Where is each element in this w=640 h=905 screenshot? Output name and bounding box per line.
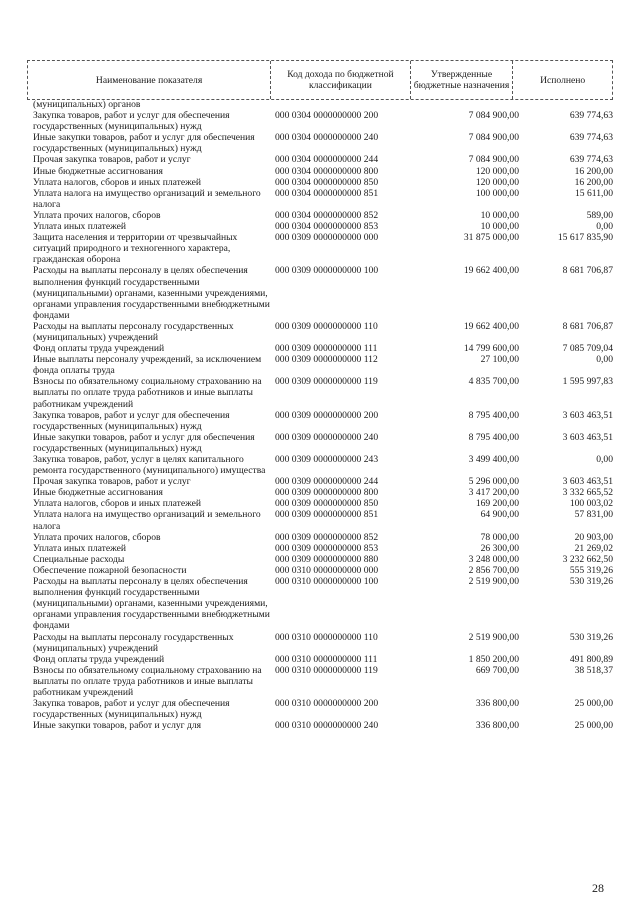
row-executed: 530 319,26 bbox=[569, 576, 613, 588]
table-row bbox=[33, 343, 613, 354]
row-code: 000 0309 0000000000 853 bbox=[275, 542, 379, 554]
row-executed: 21 269,02 bbox=[574, 542, 613, 554]
table-row bbox=[33, 654, 613, 665]
table-row bbox=[33, 432, 613, 454]
row-approved: 669 700,00 bbox=[475, 664, 519, 676]
row-name: Закупка товаров, работ и услуг для обеспечения государственных (муниципальных) нужд bbox=[33, 110, 230, 133]
row-code: 000 0304 0000000000 853 bbox=[275, 221, 379, 233]
table-row bbox=[33, 221, 613, 232]
row-approved: 10 000,00 bbox=[480, 221, 519, 233]
row-executed: 8 681 706,87 bbox=[562, 265, 613, 277]
table-row bbox=[33, 576, 613, 631]
row-name: Уплата налогов, сборов и иных платежей bbox=[33, 498, 202, 510]
table-row bbox=[33, 177, 613, 188]
row-name: Закупка товаров, работ и услуг для обеспечения государственных (муниципальных) нужд bbox=[33, 698, 230, 721]
table-row bbox=[33, 532, 613, 543]
row-code: 000 0310 0000000000 100 bbox=[275, 576, 379, 588]
row-name: Иные закупки товаров, работ и услуг для обеспечения государственных (муниципальных) нужд bbox=[33, 431, 255, 454]
row-executed: 589,00 bbox=[586, 209, 613, 221]
row-code: 000 0310 0000000000 200 bbox=[275, 698, 379, 710]
table-row bbox=[33, 99, 613, 110]
row-approved: 8 795 400,00 bbox=[468, 409, 519, 421]
row-code: 000 0309 0000000000 110 bbox=[275, 320, 378, 332]
row-executed: 0,00 bbox=[596, 354, 613, 366]
row-executed: 3 603 463,51 bbox=[562, 409, 613, 421]
row-executed: 0,00 bbox=[596, 221, 613, 233]
row-executed: 639 774,63 bbox=[569, 154, 613, 166]
row-approved: 19 662 400,00 bbox=[463, 265, 519, 277]
row-code: 000 0309 0000000000 100 bbox=[275, 265, 379, 277]
row-code: 000 0304 0000000000 200 bbox=[275, 110, 379, 122]
row-code: 000 0310 0000000000 110 bbox=[275, 631, 378, 643]
table-row bbox=[33, 665, 613, 698]
row-code bbox=[275, 99, 415, 110]
row-executed: 25 000,00 bbox=[574, 698, 613, 710]
table-row bbox=[33, 154, 613, 165]
row-name: Расходы на выплаты персоналу в целях обеспечения выполнения функций государственными (муниципальными) органами, казенными учреждениями, органами управления государственными внебюджетными фондами bbox=[33, 576, 270, 632]
row-name: Иные закупки товаров, работ и услуг для bbox=[33, 720, 202, 732]
row-code: 000 0309 0000000000 243 bbox=[275, 454, 379, 465]
row-executed: 3 232 662,50 bbox=[562, 553, 613, 565]
row-approved bbox=[415, 99, 519, 110]
row-approved: 336 800,00 bbox=[475, 720, 519, 732]
table-row bbox=[33, 498, 613, 509]
row-code: 000 0310 0000000000 240 bbox=[275, 720, 379, 732]
row-approved: 3 248 000,00 bbox=[468, 553, 519, 565]
row-approved: 3 499 400,00 bbox=[468, 454, 519, 465]
row-code: 000 0304 0000000000 240 bbox=[275, 132, 379, 144]
table-row bbox=[33, 476, 613, 487]
row-approved: 4 835 700,00 bbox=[468, 376, 519, 388]
row-approved: 120 000,00 bbox=[475, 176, 519, 188]
row-executed: 25 000,00 bbox=[574, 720, 613, 732]
row-code: 000 0304 0000000000 850 bbox=[275, 176, 379, 188]
header-code: Код дохода по бюджетной классификации bbox=[271, 61, 411, 99]
table-row bbox=[33, 632, 613, 654]
row-name: Специальные расходы bbox=[33, 553, 125, 565]
table-row bbox=[33, 132, 613, 154]
row-code: 000 0309 0000000000 850 bbox=[275, 498, 379, 510]
row-code: 000 0309 0000000000 800 bbox=[275, 487, 379, 499]
row-code: 000 0304 0000000000 800 bbox=[275, 165, 379, 177]
row-code: 000 0309 0000000000 112 bbox=[275, 354, 378, 366]
table-row bbox=[33, 720, 613, 731]
row-approved: 14 799 600,00 bbox=[463, 343, 519, 355]
row-code: 000 0310 0000000000 119 bbox=[275, 664, 378, 676]
row-code: 000 0304 0000000000 244 bbox=[275, 154, 379, 166]
row-name: Взносы по обязательному социальному страхованию на выплаты по оплате труда работников и иные выплаты работникам учреждений bbox=[33, 664, 262, 698]
table-header bbox=[27, 60, 613, 100]
row-approved: 19 662 400,00 bbox=[463, 320, 519, 332]
row-name: Расходы на выплаты персоналу государственных (муниципальных) учреждений bbox=[33, 320, 234, 343]
row-executed: 3 603 463,51 bbox=[562, 476, 613, 488]
row-approved: 7 084 900,00 bbox=[468, 154, 519, 166]
table-row bbox=[33, 188, 613, 210]
table-row bbox=[33, 376, 613, 409]
row-approved: 120 000,00 bbox=[475, 165, 519, 177]
row-approved: 100 000,00 bbox=[475, 187, 519, 199]
row-code: 000 0310 0000000000 000 bbox=[275, 564, 379, 576]
row-code: 000 0309 0000000000 200 bbox=[275, 409, 379, 421]
row-name: Уплата налога на имущество организаций и земельного налога bbox=[33, 509, 261, 532]
row-approved: 31 875 000,00 bbox=[463, 232, 519, 244]
row-executed: 3 332 665,52 bbox=[562, 487, 613, 499]
row-code: 000 0309 0000000000 111 bbox=[275, 343, 378, 355]
row-approved: 1 850 200,00 bbox=[468, 653, 519, 665]
row-approved: 2 519 900,00 bbox=[468, 631, 519, 643]
row-name: Закупка товаров, работ, услуг в целях капитального ремонта государственного (муниципального) имущества bbox=[33, 454, 266, 477]
row-approved: 7 084 900,00 bbox=[468, 132, 519, 144]
row-approved: 64 900,00 bbox=[480, 509, 519, 521]
row-name: Иные бюджетные ассигнования bbox=[33, 487, 163, 499]
row-executed: 1 595 997,83 bbox=[562, 376, 613, 388]
table-row bbox=[33, 554, 613, 565]
row-name: Иные бюджетные ассигнования bbox=[33, 165, 163, 177]
table-row bbox=[33, 265, 613, 320]
row-name: Уплата прочих налогов, сборов bbox=[33, 209, 161, 221]
row-approved: 336 800,00 bbox=[475, 698, 519, 710]
row-executed: 15 611,00 bbox=[574, 187, 613, 199]
table-body bbox=[33, 99, 613, 731]
row-name: Расходы на выплаты персоналу в целях обеспечения выполнения функций государственными (муниципальными) органами, казенными учреждениями, органами управления государственными внебюджетными фондами bbox=[33, 265, 270, 321]
row-executed: 20 903,00 bbox=[574, 531, 613, 543]
row-name: Иные выплаты персоналу учреждений, за исключением фонда оплаты труда bbox=[33, 354, 262, 377]
row-approved: 169 200,00 bbox=[475, 498, 519, 510]
row-executed: 38 518,37 bbox=[574, 664, 613, 676]
row-name: Закупка товаров, работ и услуг для обеспечения государственных (муниципальных) нужд bbox=[33, 409, 230, 432]
row-name: Обеспечение пожарной безопасности bbox=[33, 564, 187, 576]
row-approved: 7 084 900,00 bbox=[468, 110, 519, 122]
table-row bbox=[33, 565, 613, 576]
table-row bbox=[33, 321, 613, 343]
row-name: Взносы по обязательному социальному страхованию на выплаты по оплате труда работников и иные выплаты работникам учреждений bbox=[33, 376, 262, 410]
page-number: 28 bbox=[592, 881, 604, 895]
table-row bbox=[33, 509, 613, 531]
row-name: Уплата прочих налогов, сборов bbox=[33, 531, 161, 543]
row-approved: 78 000,00 bbox=[480, 531, 519, 543]
table-row bbox=[33, 454, 613, 476]
row-name: Уплата налогов, сборов и иных платежей bbox=[33, 176, 202, 188]
row-code: 000 0304 0000000000 851 bbox=[275, 187, 379, 199]
row-code: 000 0309 0000000000 000 bbox=[275, 232, 379, 244]
row-executed bbox=[519, 99, 613, 110]
row-executed: 57 831,00 bbox=[574, 509, 613, 521]
row-name: Уплата иных платежей bbox=[33, 221, 127, 233]
row-name: Фонд оплаты труда учреждений bbox=[33, 343, 165, 355]
row-approved: 5 296 000,00 bbox=[468, 476, 519, 488]
row-code: 000 0309 0000000000 240 bbox=[275, 431, 379, 443]
table-row bbox=[33, 110, 613, 132]
header-name: Наименование показателя bbox=[28, 61, 271, 99]
row-code: 000 0309 0000000000 880 bbox=[275, 553, 379, 565]
table-row bbox=[33, 354, 613, 376]
table-row bbox=[33, 698, 613, 720]
row-approved: 10 000,00 bbox=[480, 209, 519, 221]
table-row bbox=[33, 210, 613, 221]
table-row bbox=[33, 543, 613, 554]
row-name: Уплата иных платежей bbox=[33, 542, 127, 554]
row-name: Уплата налога на имущество организаций и земельного налога bbox=[33, 187, 261, 210]
row-code: 000 0304 0000000000 852 bbox=[275, 209, 379, 221]
header-executed: Исполнено bbox=[540, 74, 586, 86]
row-executed: 530 319,26 bbox=[569, 631, 613, 643]
row-executed: 639 774,63 bbox=[569, 132, 613, 144]
row-approved: 3 417 200,00 bbox=[468, 487, 519, 499]
table-row bbox=[33, 232, 613, 265]
row-approved: 27 100,00 bbox=[480, 354, 519, 366]
row-code: 000 0309 0000000000 244 bbox=[275, 476, 379, 488]
row-approved: 2 519 900,00 bbox=[468, 576, 519, 588]
row-name: Фонд оплаты труда учреждений bbox=[33, 653, 165, 665]
row-executed: 555 319,26 bbox=[569, 564, 613, 576]
row-code: 000 0309 0000000000 851 bbox=[275, 509, 379, 521]
row-executed: 0,00 bbox=[596, 454, 613, 465]
row-name: Прочая закупка товаров, работ и услуг bbox=[33, 476, 191, 488]
row-executed: 100 003,02 bbox=[569, 498, 613, 510]
row-name: Защита населения и территории от чрезвычайных ситуаций природного и техногенного характера, гражданская оборона bbox=[33, 232, 238, 266]
row-approved: 8 795 400,00 bbox=[468, 431, 519, 443]
row-executed: 8 681 706,87 bbox=[562, 320, 613, 332]
row-approved: 26 300,00 bbox=[480, 542, 519, 554]
table-row bbox=[33, 410, 613, 432]
row-approved: 2 856 700,00 bbox=[468, 564, 519, 576]
header-approved: Утвержденные бюджетные назначения bbox=[411, 61, 514, 99]
row-executed: 15 617 835,90 bbox=[557, 232, 613, 244]
row-code: 000 0310 0000000000 111 bbox=[275, 653, 378, 665]
row-name: Прочая закупка товаров, работ и услуг bbox=[33, 154, 191, 166]
row-name: Расходы на выплаты персоналу государственных (муниципальных) учреждений bbox=[33, 631, 234, 654]
row-code: 000 0309 0000000000 119 bbox=[275, 376, 378, 388]
row-name: (муниципальных) органов bbox=[33, 99, 141, 110]
table-row bbox=[33, 166, 613, 177]
row-executed: 639 774,63 bbox=[569, 110, 613, 122]
row-executed: 7 085 709,04 bbox=[562, 343, 613, 355]
row-executed: 16 200,00 bbox=[574, 176, 613, 188]
row-executed: 3 603 463,51 bbox=[562, 431, 613, 443]
row-executed: 16 200,00 bbox=[574, 165, 613, 177]
row-name: Иные закупки товаров, работ и услуг для обеспечения государственных (муниципальных) нужд bbox=[33, 132, 255, 155]
row-executed: 491 800,89 bbox=[569, 653, 613, 665]
row-code: 000 0309 0000000000 852 bbox=[275, 531, 379, 543]
table-row bbox=[33, 487, 613, 498]
